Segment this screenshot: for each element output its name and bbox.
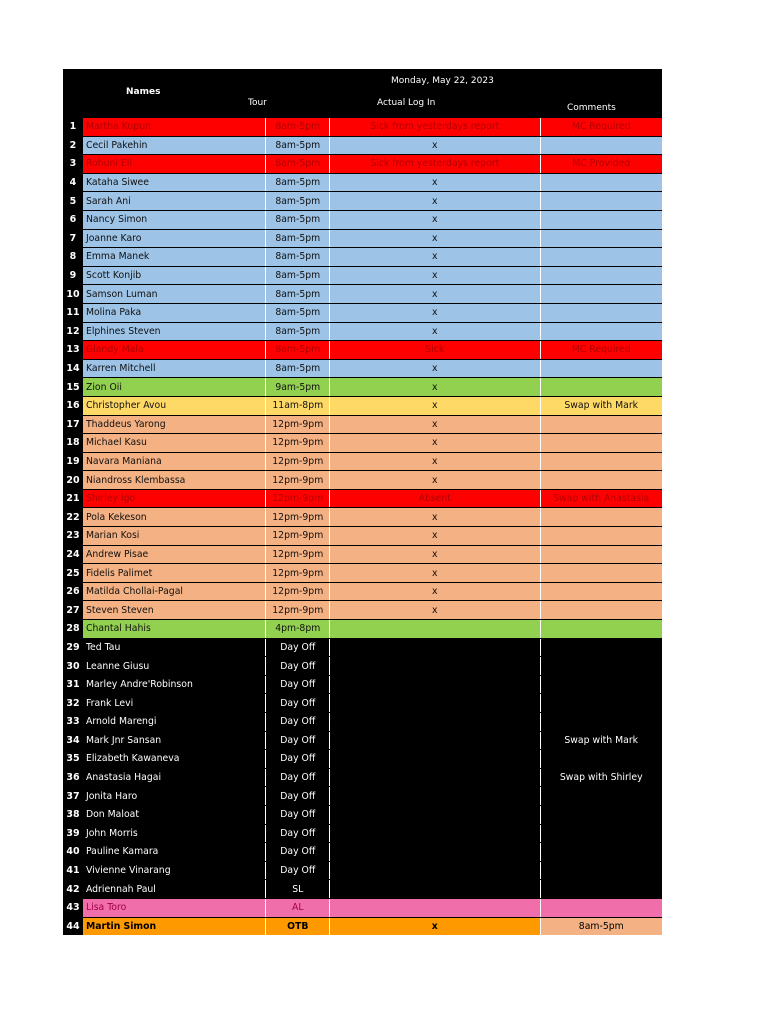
table-row <box>63 117 662 136</box>
actual-log-in-cell: x <box>330 434 540 452</box>
tour-cell: 8am-5pm <box>266 323 330 341</box>
row-number: 4 <box>63 174 83 192</box>
actual-log-in-cell: x <box>330 601 540 619</box>
table-row <box>63 917 662 936</box>
row-number: 42 <box>63 880 83 898</box>
comment-cell <box>541 453 663 471</box>
row-number: 23 <box>63 527 83 545</box>
table-row <box>63 731 662 750</box>
staff-name-cell: Ted Tau <box>83 639 267 657</box>
tour-cell: Day Off <box>266 732 330 750</box>
row-number: 30 <box>63 657 83 675</box>
names-header: Names <box>126 87 161 97</box>
comment-cell <box>541 713 663 731</box>
row-number: 37 <box>63 787 83 805</box>
comment-cell <box>541 564 663 582</box>
table-row <box>63 340 662 359</box>
attendance-sheet <box>63 69 662 935</box>
actual-log-in-cell: x <box>330 267 540 285</box>
table-row <box>63 136 662 155</box>
table-row <box>63 322 662 341</box>
table-row <box>63 842 662 861</box>
tour-cell: Day Off <box>266 862 330 880</box>
actual-log-in-cell: x <box>330 192 540 210</box>
comment-cell <box>541 434 663 452</box>
comment-cell <box>541 360 663 378</box>
staff-name-cell: Don Maloat <box>83 806 267 824</box>
staff-name-cell: Joanne Karo <box>83 230 267 248</box>
tour-cell: 8am-5pm <box>266 118 330 136</box>
staff-name-cell: Shirley Igo <box>83 490 267 508</box>
actual-log-in-cell <box>330 862 540 880</box>
table-row <box>63 415 662 434</box>
actual-log-in-header: Actual Log In <box>377 98 436 108</box>
tour-cell: 12pm-9pm <box>266 546 330 564</box>
table-row <box>63 229 662 248</box>
table-row <box>63 638 662 657</box>
row-number: 7 <box>63 230 83 248</box>
comment-cell <box>541 583 663 601</box>
staff-name-cell: Michael Kasu <box>83 434 267 452</box>
staff-name-cell: Steven Steven <box>83 601 267 619</box>
table-row <box>63 173 662 192</box>
actual-log-in-cell: Absent <box>330 490 540 508</box>
actual-log-in-cell: x <box>330 583 540 601</box>
row-number: 35 <box>63 750 83 768</box>
tour-cell: OTB <box>266 918 330 936</box>
actual-log-in-cell: x <box>330 137 540 155</box>
row-number: 10 <box>63 285 83 303</box>
table-row <box>63 582 662 601</box>
table-row <box>63 879 662 898</box>
comment-cell <box>541 750 663 768</box>
row-number: 41 <box>63 862 83 880</box>
comment-cell: MC Required <box>541 118 663 136</box>
actual-log-in-cell <box>330 769 540 787</box>
comment-cell <box>541 230 663 248</box>
comment-cell <box>541 694 663 712</box>
row-number: 26 <box>63 583 83 601</box>
comment-cell <box>541 267 663 285</box>
table-row <box>63 898 662 917</box>
comment-cell <box>541 787 663 805</box>
comment-cell <box>541 508 663 526</box>
table-row <box>63 507 662 526</box>
row-number: 8 <box>63 248 83 266</box>
row-number: 32 <box>63 694 83 712</box>
actual-log-in-cell <box>330 657 540 675</box>
staff-name-cell: John Morris <box>83 825 267 843</box>
table-row <box>63 377 662 396</box>
row-number: 31 <box>63 676 83 694</box>
staff-name-cell: Mark Jnr Sansan <box>83 732 267 750</box>
comment-cell <box>541 825 663 843</box>
table-row <box>63 656 662 675</box>
staff-name-cell: Niandross Klembassa <box>83 471 267 489</box>
comment-cell: MC Required <box>541 341 663 359</box>
tour-cell: 4pm-8pm <box>266 620 330 638</box>
tour-cell: Day Off <box>266 676 330 694</box>
tour-cell: 12pm-9pm <box>266 527 330 545</box>
actual-log-in-cell <box>330 787 540 805</box>
comment-cell: Swap with Shirley <box>541 769 663 787</box>
table-row <box>63 433 662 452</box>
comment-cell: Swap with Mark <box>541 732 663 750</box>
comment-cell <box>541 174 663 192</box>
table-row <box>63 452 662 471</box>
actual-log-in-cell <box>330 694 540 712</box>
tour-cell: Day Off <box>266 825 330 843</box>
tour-cell: 8am-5pm <box>266 174 330 192</box>
actual-log-in-cell <box>330 843 540 861</box>
table-row <box>63 359 662 378</box>
table-row <box>63 619 662 638</box>
tour-cell: 8am-5pm <box>266 230 330 248</box>
row-number: 44 <box>63 918 83 936</box>
actual-log-in-cell <box>330 880 540 898</box>
staff-name-cell: Thaddeus Yarong <box>83 416 267 434</box>
table-row <box>63 191 662 210</box>
comment-cell <box>541 639 663 657</box>
comment-cell <box>541 601 663 619</box>
row-number: 15 <box>63 378 83 396</box>
staff-name-cell: Pauline Kamara <box>83 843 267 861</box>
staff-name-cell: Matilda Chollai-Pagal <box>83 583 267 601</box>
tour-cell: 12pm-9pm <box>266 434 330 452</box>
comment-cell <box>541 137 663 155</box>
actual-log-in-cell: x <box>330 397 540 415</box>
table-row <box>63 824 662 843</box>
staff-name-cell: Vivienne Vinarang <box>83 862 267 880</box>
tour-cell: 8am-5pm <box>266 137 330 155</box>
tour-cell: Day Off <box>266 657 330 675</box>
staff-name-cell: Adriennah Paul <box>83 880 267 898</box>
staff-name-cell: Karren Mitchell <box>83 360 267 378</box>
comment-cell <box>541 843 663 861</box>
table-row <box>63 526 662 545</box>
comment-cell <box>541 676 663 694</box>
tour-cell: AL <box>266 899 330 917</box>
tour-cell: 12pm-9pm <box>266 583 330 601</box>
staff-name-cell: Marley Andre'Robinson <box>83 676 267 694</box>
tour-cell: SL <box>266 880 330 898</box>
table-row <box>63 396 662 415</box>
row-number: 12 <box>63 323 83 341</box>
comment-cell <box>541 546 663 564</box>
table-row <box>63 768 662 787</box>
row-number: 22 <box>63 508 83 526</box>
actual-log-in-cell: x <box>330 471 540 489</box>
comment-cell: Swap with Anastasia <box>541 490 663 508</box>
comment-cell <box>541 285 663 303</box>
actual-log-in-cell: x <box>330 211 540 229</box>
tour-cell: 8am-5pm <box>266 304 330 322</box>
staff-name-cell: Samson Luman <box>83 285 267 303</box>
staff-name-cell: Chantal Hahis <box>83 620 267 638</box>
table-row <box>63 675 662 694</box>
row-number: 29 <box>63 639 83 657</box>
row-number: 34 <box>63 732 83 750</box>
comment-cell <box>541 899 663 917</box>
date-header: Monday, May 22, 2023 <box>391 76 494 86</box>
sheet-header <box>63 69 662 117</box>
comment-cell <box>541 192 663 210</box>
tour-cell: Day Off <box>266 843 330 861</box>
tour-cell: 8am-5pm <box>266 285 330 303</box>
actual-log-in-cell <box>330 732 540 750</box>
actual-log-in-cell: Sick from yesterdays report <box>330 155 540 173</box>
comment-cell: 8am-5pm <box>541 918 663 936</box>
table-row <box>63 210 662 229</box>
table-row <box>63 154 662 173</box>
row-number: 2 <box>63 137 83 155</box>
actual-log-in-cell: x <box>330 453 540 471</box>
comment-cell <box>541 304 663 322</box>
actual-log-in-cell: x <box>330 230 540 248</box>
actual-log-in-cell: x <box>330 304 540 322</box>
actual-log-in-cell: Sick from yesterdays report <box>330 118 540 136</box>
staff-name-cell: Leanne Giusu <box>83 657 267 675</box>
tour-cell: Day Off <box>266 806 330 824</box>
actual-log-in-cell: x <box>330 378 540 396</box>
tour-cell: 8am-5pm <box>266 341 330 359</box>
staff-name-cell: Jonita Haro <box>83 787 267 805</box>
staff-name-cell: Elphines Steven <box>83 323 267 341</box>
staff-rows <box>63 117 662 935</box>
row-number: 9 <box>63 267 83 285</box>
row-number: 11 <box>63 304 83 322</box>
staff-name-cell: Arnold Marengi <box>83 713 267 731</box>
row-number: 39 <box>63 825 83 843</box>
tour-cell: 8am-5pm <box>266 360 330 378</box>
comment-cell <box>541 657 663 675</box>
tour-cell: 12pm-9pm <box>266 601 330 619</box>
tour-cell: 12pm-9pm <box>266 453 330 471</box>
staff-name-cell: Scott Konjib <box>83 267 267 285</box>
row-number: 17 <box>63 416 83 434</box>
staff-name-cell: Fidelis Palimet <box>83 564 267 582</box>
row-number: 13 <box>63 341 83 359</box>
row-number: 40 <box>63 843 83 861</box>
row-number: 19 <box>63 453 83 471</box>
staff-name-cell: Cecil Pakehin <box>83 137 267 155</box>
comment-cell: Swap with Mark <box>541 397 663 415</box>
row-number: 43 <box>63 899 83 917</box>
table-row <box>63 693 662 712</box>
comment-cell <box>541 471 663 489</box>
comment-cell <box>541 620 663 638</box>
table-row <box>63 247 662 266</box>
staff-name-cell: Elizabeth Kawaneva <box>83 750 267 768</box>
tour-cell: Day Off <box>266 787 330 805</box>
actual-log-in-cell: x <box>330 174 540 192</box>
comment-cell <box>541 862 663 880</box>
table-row <box>63 303 662 322</box>
table-row <box>63 805 662 824</box>
tour-cell: 12pm-9pm <box>266 471 330 489</box>
tour-header: Tour <box>248 98 267 108</box>
row-number: 24 <box>63 546 83 564</box>
comment-cell <box>541 880 663 898</box>
tour-cell: 8am-5pm <box>266 211 330 229</box>
staff-name-cell: Christopher Avou <box>83 397 267 415</box>
staff-name-cell: Pola Kekeson <box>83 508 267 526</box>
staff-name-cell: Martin Simon <box>83 918 267 936</box>
staff-name-cell: Navara Maniana <box>83 453 267 471</box>
row-number: 1 <box>63 118 83 136</box>
row-number: 3 <box>63 155 83 173</box>
actual-log-in-cell: x <box>330 323 540 341</box>
comment-cell <box>541 211 663 229</box>
staff-name-cell: Emma Manek <box>83 248 267 266</box>
table-row <box>63 563 662 582</box>
actual-log-in-cell <box>330 806 540 824</box>
row-number: 14 <box>63 360 83 378</box>
row-number: 25 <box>63 564 83 582</box>
actual-log-in-cell <box>330 639 540 657</box>
row-number: 36 <box>63 769 83 787</box>
actual-log-in-cell: x <box>330 285 540 303</box>
tour-cell: Day Off <box>266 694 330 712</box>
staff-name-cell: Andrew Pisae <box>83 546 267 564</box>
tour-cell: 12pm-9pm <box>266 564 330 582</box>
row-number: 5 <box>63 192 83 210</box>
tour-cell: 12pm-9pm <box>266 490 330 508</box>
staff-name-cell: Zion Oii <box>83 378 267 396</box>
actual-log-in-cell: x <box>330 527 540 545</box>
tour-cell: Day Off <box>266 750 330 768</box>
staff-name-cell: Kataha Siwee <box>83 174 267 192</box>
table-row <box>63 712 662 731</box>
table-row <box>63 284 662 303</box>
table-row <box>63 266 662 285</box>
tour-cell: 8am-5pm <box>266 192 330 210</box>
staff-name-cell: Nancy Simon <box>83 211 267 229</box>
table-row <box>63 470 662 489</box>
staff-name-cell: Molina Paka <box>83 304 267 322</box>
row-number: 6 <box>63 211 83 229</box>
table-row <box>63 600 662 619</box>
row-number: 38 <box>63 806 83 824</box>
table-row <box>63 786 662 805</box>
staff-name-cell: Anastasia Hagai <box>83 769 267 787</box>
comments-header: Comments <box>567 103 616 113</box>
comment-cell <box>541 248 663 266</box>
staff-name-cell: Glandy Mala <box>83 341 267 359</box>
actual-log-in-cell <box>330 713 540 731</box>
staff-name-cell: Rohuni Eli <box>83 155 267 173</box>
tour-cell: 12pm-9pm <box>266 416 330 434</box>
row-number: 28 <box>63 620 83 638</box>
actual-log-in-cell: x <box>330 416 540 434</box>
row-number: 16 <box>63 397 83 415</box>
tour-cell: Day Off <box>266 769 330 787</box>
tour-cell: 9am-5pm <box>266 378 330 396</box>
comment-cell: MC Provided <box>541 155 663 173</box>
comment-cell <box>541 323 663 341</box>
staff-name-cell: Martha Kupun <box>83 118 267 136</box>
actual-log-in-cell <box>330 750 540 768</box>
row-number: 27 <box>63 601 83 619</box>
tour-cell: Day Off <box>266 639 330 657</box>
actual-log-in-cell: x <box>330 508 540 526</box>
comment-cell <box>541 416 663 434</box>
table-row <box>63 489 662 508</box>
tour-cell: 8am-5pm <box>266 267 330 285</box>
row-number: 33 <box>63 713 83 731</box>
actual-log-in-cell: x <box>330 248 540 266</box>
comment-cell <box>541 378 663 396</box>
tour-cell: Day Off <box>266 713 330 731</box>
actual-log-in-cell: x <box>330 360 540 378</box>
table-row <box>63 861 662 880</box>
table-row <box>63 749 662 768</box>
staff-name-cell: Sarah Ani <box>83 192 267 210</box>
row-number: 20 <box>63 471 83 489</box>
actual-log-in-cell <box>330 676 540 694</box>
table-row <box>63 545 662 564</box>
row-number: 21 <box>63 490 83 508</box>
tour-cell: 8am-5pm <box>266 155 330 173</box>
comment-cell <box>541 806 663 824</box>
tour-cell: 11am-8pm <box>266 397 330 415</box>
staff-name-cell: Marian Kosi <box>83 527 267 545</box>
row-number: 18 <box>63 434 83 452</box>
actual-log-in-cell <box>330 620 540 638</box>
tour-cell: 12pm-9pm <box>266 508 330 526</box>
staff-name-cell: Frank Levi <box>83 694 267 712</box>
actual-log-in-cell: x <box>330 564 540 582</box>
actual-log-in-cell <box>330 899 540 917</box>
actual-log-in-cell <box>330 825 540 843</box>
staff-name-cell: Lisa Toro <box>83 899 267 917</box>
actual-log-in-cell: x <box>330 546 540 564</box>
actual-log-in-cell: Sick <box>330 341 540 359</box>
comment-cell <box>541 527 663 545</box>
actual-log-in-cell: x <box>330 918 540 936</box>
tour-cell: 8am-5pm <box>266 248 330 266</box>
